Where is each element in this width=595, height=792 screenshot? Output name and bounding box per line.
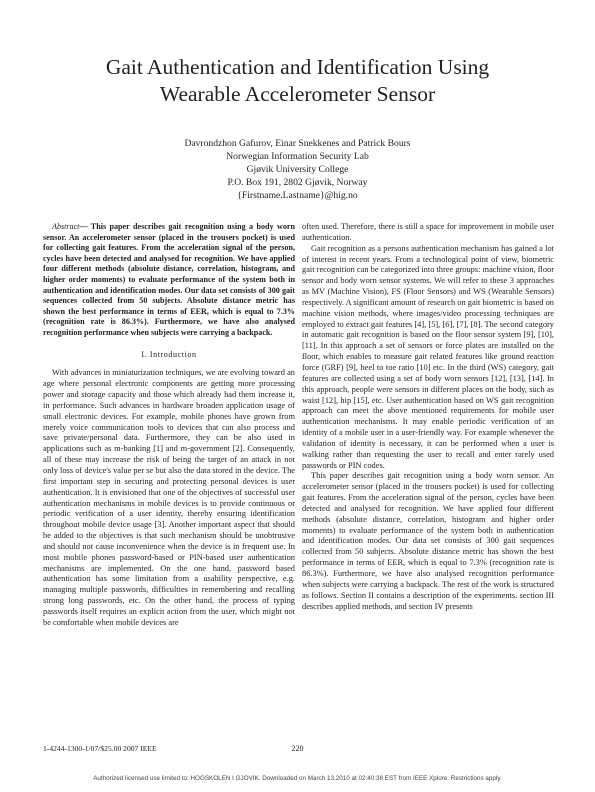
license-notice: Authorized licensed use limited to: HOGSKOLEN I GJOVIK. Downloaded on March 13,2010 at 02:40:38 EST from IEEE Xplore. Restrictions apply. [93, 775, 502, 782]
abstract-text: — This paper describes gait recognition using a body worn sensor. An accelerometer sensor (placed in the trousers pocket) is used for collecting gait features. From the acceleration signal of the person, cycles have been detected and analysed for recognition. We have applied four different methods (absolute distance, correlation, histogram, and higher order moments) to evaluate performance of the system both in authentication and identification modes. Our data set consists of 300 gait sequences collected from 50 subjects. Absolute distance metric has shown the best performance in terms of EER, which is equal to 7.3% (recognition rate is 86.3%). Furthermore, we have also analysed recognition performance when subjects were carrying a backpack. [43, 222, 295, 337]
section-heading-introduction: I. Introduction [141, 349, 197, 359]
footer-isbn: 1-4244-1300-1/07/$25.00 2007 IEEE [43, 744, 157, 753]
title-line-1: Gait Authentication and Identification Using [105, 55, 490, 79]
intro-paragraph-continued: often used. Therefore, there is still a space for improvement in mobile user authentication. [302, 222, 554, 242]
abstract [43, 222, 295, 339]
author-lab: Norwegian Information Security Lab [226, 151, 369, 162]
intro-paragraph-1: With advances in miniaturization techniques, we are evolving toward an age where personal electronic components are getting more processing power and storage capacity and those which already had them increase it, in performance. Such advances in hardware broaden application usage of small electronic devices. For example, mobile phones have grown from merely voice communication tools to devices that can also process and save private/personal data. Furthermore, they can be also used in applications such as m-banking [1] and m-government [2]. Consequently, all of these may increase the risk of being the target of an attack in not only loss of device's value per se but also the data stored in the device. The first important step in securing and protecting personal devices is user authentication. It is envisioned that one of the objectives of successful user authentication mechanisms in mobile devices is to provide continuous or periodic verification of a user identity, thereby ensuring identification throughout mobile device usage [3]. Another important aspect that should be added to the objectives is that such mechanism should be unobtrusive and should not cause inconvenience when the device is in frequent use. In most mobile phones password-based or PIN-based user authentication mechanisms are implemented. On the one hand, password based authentication has some limitation from a usability perspective, e.g. managing multiple passwords, difficulties in remembering and recalling strong long passwords, etc. On the other hand, the process of typing passwords itself requires an explicit action from the user, which might not be comfortable when mobile devices are [43, 368, 295, 627]
abstract-label: Abstract [52, 222, 80, 231]
author-address: P.O. Box 191, 2802 Gjøvik, Norway [227, 177, 368, 188]
paper-title [40, 54, 555, 108]
page-number: 220 [291, 744, 304, 753]
right-column [302, 222, 554, 612]
intro-paragraph-3: This paper describes gait recognition using a body worn sensor. An accelerometer sensor (placed in the trousers pocket) is used for collecting gait features. From the acceleration signal of the person, cycles have been detected and analysed for recognition. We have applied four different methods (absolute distance, correlation, histogram and higher order moments) to evaluate performance of the system both in authentication and identification modes. Our data set consists of 300 gait sequences collected from 50 subjects. Absolute distance metric has shown the best performance in terms of EER, which is equal to 7.3% (recognition rate is 86.3%). Furthermore, we have also analysed recognition performance when subjects were carrying a backpack. The rest of the work is structured as follows. Section II contains a description of the experiments. section III describes applied methods, and section IV presents [302, 471, 554, 611]
author-email: {Firstname.Lastname}@hig.no [237, 190, 358, 201]
author-block [60, 137, 535, 202]
left-column [43, 222, 295, 629]
author-institution: Gjøvik University College [246, 164, 349, 175]
author-names: Davrondzhon Gafurov, Einar Snekkenes and Patrick Bours [184, 138, 411, 149]
title-line-2: Wearable Accelerometer Sensor [159, 82, 436, 106]
intro-paragraph-2: Gait recognition as a persons authentication mechanism has gained a lot of interest in recent years. From a technological point of view, biometric gait recognition can be categorized into three groups: machine vision, floor sensor and body worn sensor systems. We will refer to these 3 approaches as MV (Machine Vision), FS (Floor Sensors) and WS (Wearable Sensors) respectively. A significant amount of research on gait biometric is based on machine vision methods, where images/video processing techniques are employed to extract gait features [4], [5], [6], [7], [8]. The second category in automatic gait recognition is based on the floor sensor system [9], [10], [11]. In this approach a set of sensors or force plates are installed on the floor, which enables to measure gait related features like ground reaction force (GRF) [9], heel to toe ratio [10] etc. In the third (WS) category, gait features are collected using a set of body worn sensors [12], [13], [14]. In this approach, people were sensors in different places on the body, such as waist [12], hip [15], etc. User authentication based on WS gait recognition approach can meet the above mentioned requirements for mobile user authentication mechanisms. It may enable periodic verification of an identity of a mobile user in a user-friendly way. For example whenever the validation of identity is necessary, it can be performed when a user is walking rather than requesting the user to recall and enter rarely used passwords or PIN codes. [302, 243, 554, 470]
